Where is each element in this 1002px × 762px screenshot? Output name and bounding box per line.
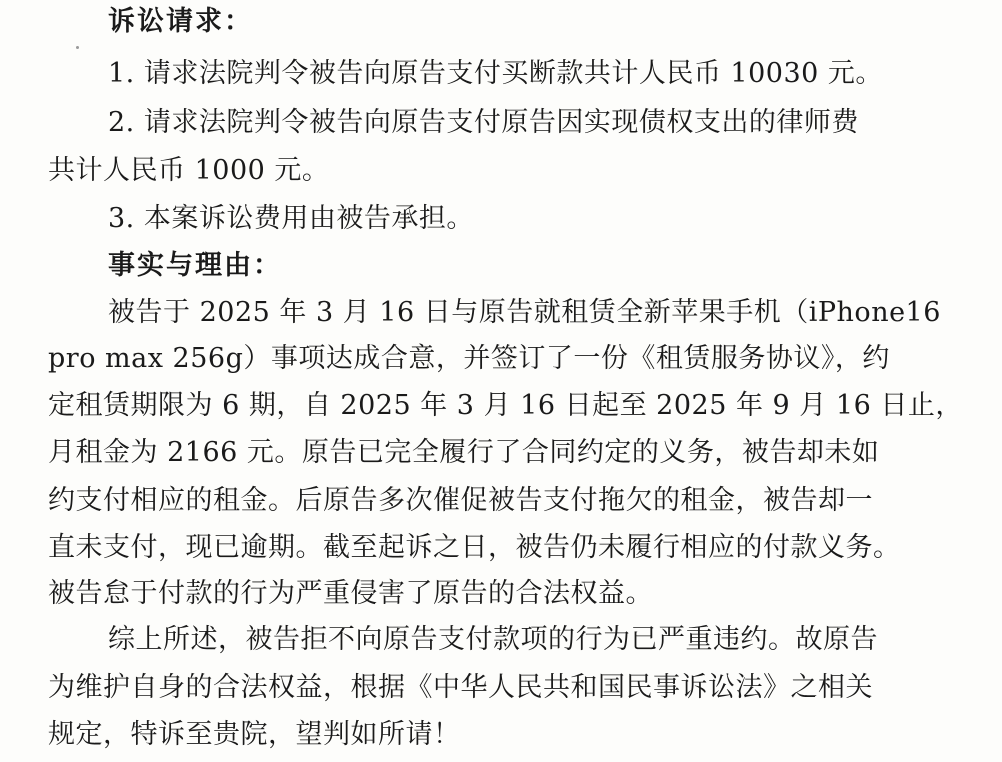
claim-item-2-line-1: 2. 请求法院判令被告向原告支付原告因实现债权支出的律师费 <box>108 107 859 138</box>
facts-heading: 事实与理由： <box>108 250 282 281</box>
facts-paragraph-line: 直未支付，现已逾期。截至起诉之日，被告仍未履行相应的付款义务。 <box>48 532 901 563</box>
facts-paragraph-line: pro max 256g）事项达成合意，并签订了一份《租赁服务协议》，约 <box>48 343 890 374</box>
claims-heading: 诉讼请求： <box>108 6 253 37</box>
facts-paragraph-line: 被告于 2025 年 3 月 16 日与原告就租赁全新苹果手机（iPhone16 <box>108 297 941 328</box>
facts-paragraph-line: 约支付相应的租金。后原告多次催促被告支付拖欠的租金，被告却一 <box>48 485 873 516</box>
facts-paragraph-line: 被告怠于付款的行为严重侵害了原告的合法权益。 <box>48 578 653 609</box>
claim-item-2-line-2: 共计人民币 1000 元。 <box>48 155 330 186</box>
claim-item-3: 3. 本案诉讼费用由被告承担。 <box>108 203 474 234</box>
facts-paragraph-line: 月租金为 2166 元。原告已完全履行了合同约定的义务，被告却未如 <box>48 437 880 468</box>
conclusion-paragraph-line: 为维护自身的合法权益，根据《中华人民共和国民事诉讼法》之相关 <box>48 672 873 703</box>
conclusion-paragraph-line: 规定，特诉至贵院，望判如所请！ <box>48 719 461 750</box>
claim-item-1: 1. 请求法院判令被告向原告支付买断款共计人民币 10030 元。 <box>108 58 883 89</box>
scan-speck <box>76 46 79 49</box>
facts-paragraph-line: 定租赁期限为 6 期，自 2025 年 3 月 16 日起至 2025 年 9 月 16 日止， <box>48 390 963 421</box>
conclusion-paragraph-line: 综上所述，被告拒不向原告支付款项的行为已严重违约。故原告 <box>108 624 878 655</box>
